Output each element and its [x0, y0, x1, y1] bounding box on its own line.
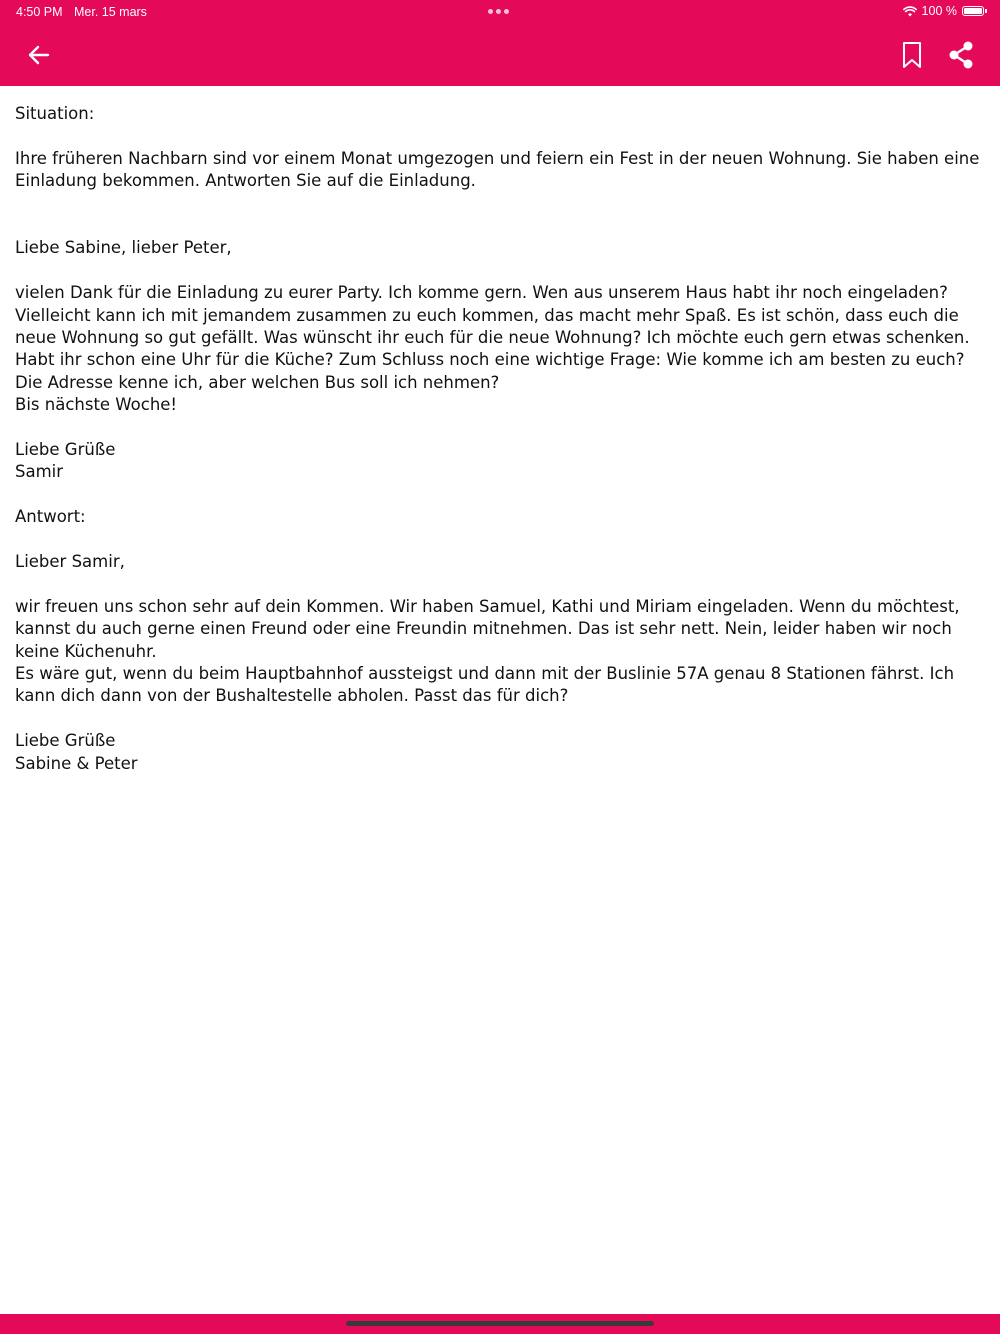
letter-signature: Samir — [15, 462, 64, 482]
bookmark-icon — [902, 41, 922, 69]
wifi-icon — [903, 6, 917, 17]
top-navigation-bar — [0, 24, 1000, 86]
battery-icon — [962, 6, 984, 16]
arrow-left-icon — [28, 45, 50, 65]
multitasking-dots-icon[interactable] — [488, 9, 509, 14]
back-button[interactable] — [14, 24, 64, 86]
answer-salutation: Lieber Samir, — [15, 552, 125, 572]
answer-closing: Liebe Grüße — [15, 731, 116, 751]
answer-heading: Antwort: — [15, 507, 86, 527]
exercise-content — [15, 103, 985, 775]
letter-closing: Liebe Grüße — [15, 440, 116, 460]
situation-heading: Situation: — [15, 104, 95, 123]
bottom-bar — [0, 1314, 1000, 1334]
status-bar — [0, 0, 1000, 24]
answer-paragraph: Es wäre gut, wenn du beim Hauptbahnhof aussteigst und dann mit der Buslinie 57A genau 8 Stationen fährst. Ich kann dich dann von der Bushaltestelle abholen. Passt das für dich? — [15, 664, 960, 706]
status-right — [903, 4, 984, 18]
share-button[interactable] — [936, 24, 986, 86]
situation-text: Ihre früheren Nachbarn sind vor einem Monat umgezogen und feiern ein Fest in der neuen Wohnung. Sie haben eine Einladung bekommen. Antworten Sie auf die Einladung. — [15, 148, 985, 191]
status-time: 4:50 PM — [16, 5, 63, 19]
status-date: Mer. 15 mars — [74, 5, 147, 19]
share-icon — [948, 41, 974, 69]
battery-percentage: 100 % — [921, 4, 957, 18]
letter-body: vielen Dank für die Einladung zu eurer Party. Ich komme gern. Wen aus unserem Haus habt ihr noch eingeladen? Vielleicht kann ich mit jemandem zusammen zu euch kommen, das macht mehr Spaß. Es ist schön, dass euch die neue Wohnung so gut gefällt. Was wünscht ihr euch für die neue Wohnung? Ich möchte euch gern etwas schenken. Habt ihr schon eine Uhr für die Küche? Zum Schluss noch eine wichtige Frage: Wie komme ich am besten zu euch? Die Adresse kenne ich, aber welchen Bus soll ich nehmen? — [15, 283, 975, 392]
answer-paragraph: wir freuen uns schon sehr auf dein Kommen. Wir haben Samuel, Kathi und Miriam eingeladen. Wenn du möchtest, kannst du auch gerne einen Freund oder eine Freundin mitnehmen. Das ist sehr nett. Nein, leider haben wir noch keine Küchenuhr. — [15, 596, 965, 661]
home-indicator[interactable] — [346, 1321, 654, 1326]
answer-signature: Sabine & Peter — [15, 753, 138, 773]
bookmark-button[interactable] — [887, 24, 937, 86]
letter-farewell: Bis nächste Woche! — [15, 395, 178, 415]
letter-salutation: Liebe Sabine, lieber Peter, — [15, 238, 232, 258]
